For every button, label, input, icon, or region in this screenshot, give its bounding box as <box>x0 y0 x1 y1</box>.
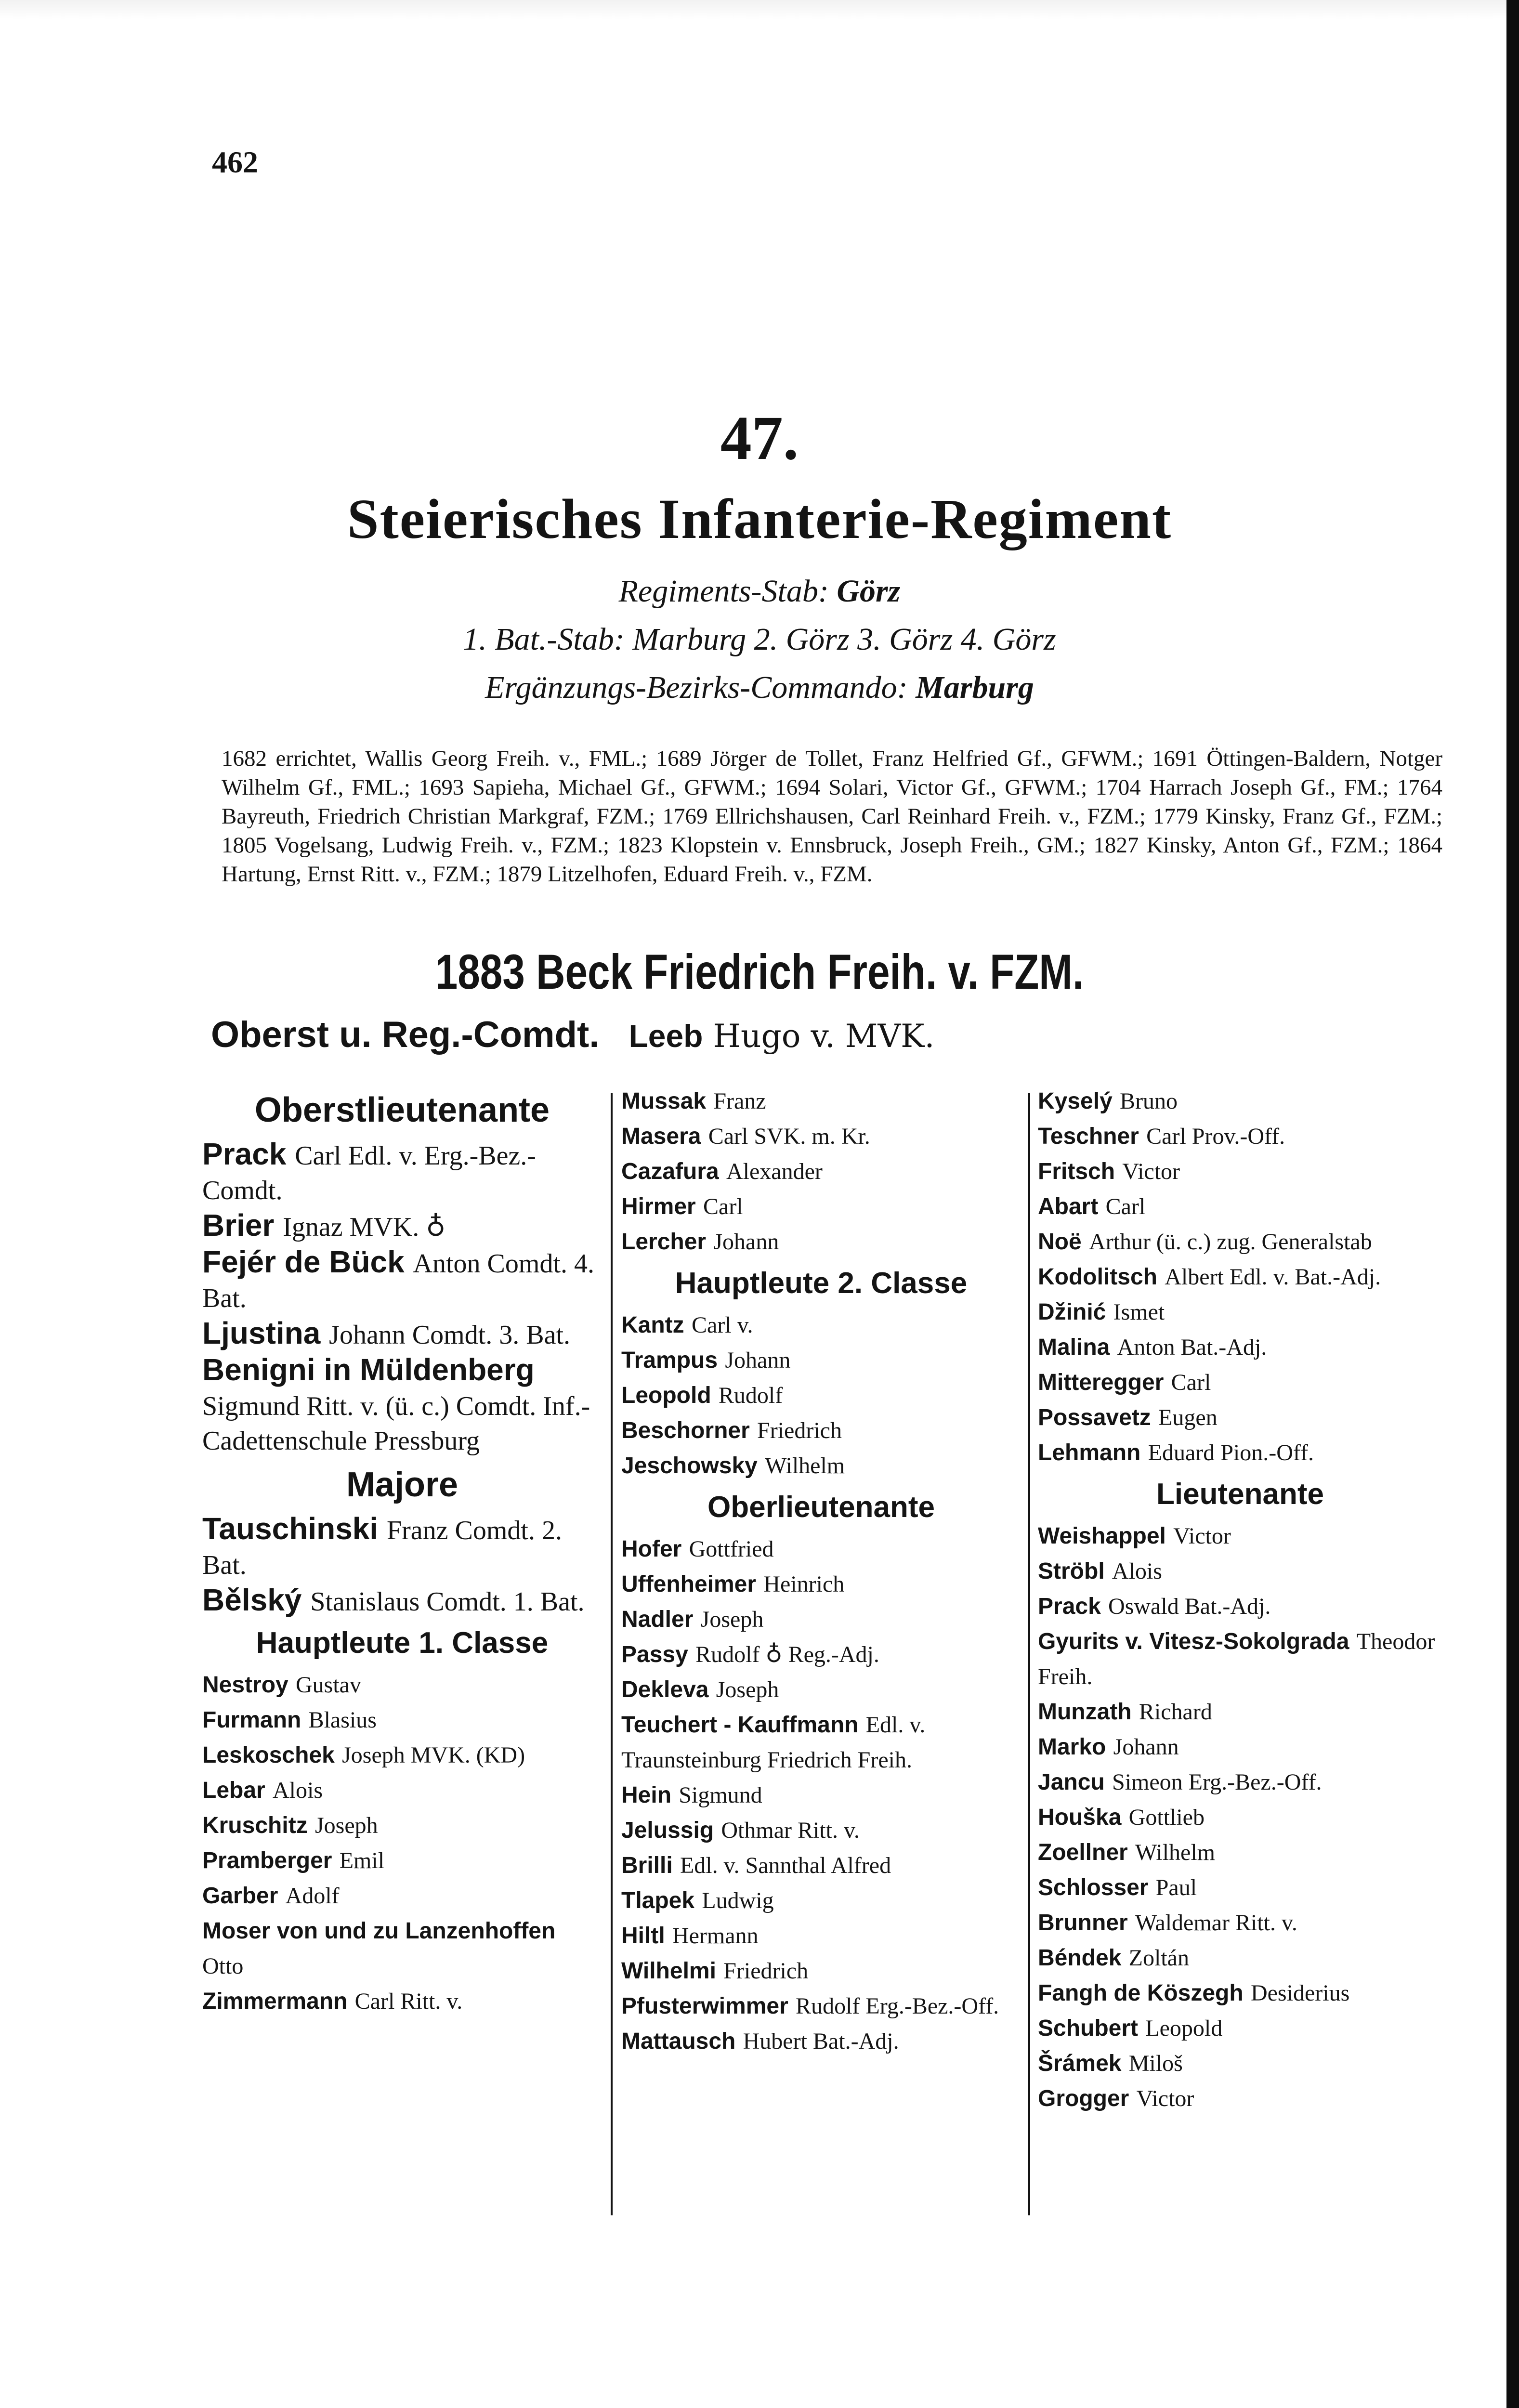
entry-details: Alois <box>272 1778 323 1803</box>
colonel-rank: Oberst u. Reg.-Comdt. <box>211 1014 600 1055</box>
list-item <box>202 1352 602 1458</box>
list-item <box>1038 1976 1442 2011</box>
list-item <box>202 1702 602 1738</box>
entry-surname: Šrámek <box>1038 2051 1122 2076</box>
regiment-owner: 1883 Beck Friedrich Freih. v. FZM. <box>435 944 1084 999</box>
ergaenzung-label: Ergänzungs-Bezirks-Commando: <box>485 670 908 705</box>
entry-surname: Kyselý <box>1038 1088 1113 1114</box>
entry-details: Gottfried <box>689 1536 774 1562</box>
entry-details: Wilhelm <box>765 1453 845 1479</box>
list-item <box>1038 1905 1442 1940</box>
entry-details: Gustav <box>296 1672 361 1698</box>
page-top-shading <box>0 0 1519 19</box>
heading-lieutenante: Lieutenante <box>1156 1478 1324 1511</box>
entry-surname: Munzath <box>1038 1699 1132 1725</box>
list-item <box>202 1667 602 1702</box>
entry-surname: Jelussig <box>621 1818 714 1843</box>
heading-hauptleute-2: Hauptleute 2. Classe <box>675 1267 968 1300</box>
entry-surname: Houška <box>1038 1805 1122 1830</box>
entry-surname: Weishappel <box>1038 1523 1166 1549</box>
entry-surname: Abart <box>1038 1194 1099 1219</box>
entry-details: Edl. v. Traunsteinburg Friedrich Freih. <box>621 1712 926 1773</box>
entry-details: Richard <box>1139 1699 1212 1725</box>
entry-details: Simeon Erg.-Bez.-Off. <box>1112 1769 1322 1795</box>
list-item <box>621 1848 1021 1883</box>
list-item <box>1038 1259 1442 1295</box>
entry-details: Victor <box>1136 2086 1194 2111</box>
entry-details: Carl SVK. m. Kr. <box>708 1124 870 1149</box>
entry-surname: Béndek <box>1038 1945 1122 1971</box>
heading-oberlieutenante: Oberlieutenante <box>707 1491 935 1524</box>
entry-surname: Moser von und zu Lanzenhoffen <box>202 1918 556 1944</box>
entry-surname: Hofer <box>621 1536 682 1562</box>
entry-surname: Benigni in Müldenberg <box>202 1352 535 1387</box>
entry-details: Franz <box>713 1088 766 1114</box>
entry-details: Carl <box>703 1194 743 1219</box>
entry-surname: Tlapek <box>621 1888 695 1913</box>
entry-details: Alexander <box>726 1159 823 1184</box>
entry-details: Hermann <box>672 1923 759 1949</box>
entry-surname: Leopold <box>621 1383 711 1408</box>
entry-surname: Fangh de Köszegh <box>1038 1980 1244 2006</box>
entry-details: Alois <box>1112 1558 1162 1584</box>
list-item <box>1038 1189 1442 1224</box>
list-item <box>1038 1835 1442 1870</box>
list-item <box>1038 1224 1442 1259</box>
entry-details: Gottlieb <box>1128 1805 1205 1830</box>
list-item <box>202 1878 602 1913</box>
list-item <box>621 1224 1021 1259</box>
entry-details: Johann <box>725 1348 791 1373</box>
list-item <box>202 1808 602 1843</box>
entry-surname: Gyurits v. Vitesz-Sokolgrada <box>1038 1629 1349 1654</box>
entry-surname: Teschner <box>1038 1124 1139 1149</box>
entry-surname: Tauschinski <box>202 1511 379 1546</box>
list-item <box>621 1308 1021 1343</box>
list-item <box>1038 1800 1442 1835</box>
entry-details: Friedrich <box>723 1958 809 1984</box>
entry-details: Johann <box>1113 1734 1179 1760</box>
entry-surname: Wilhelmi <box>621 1958 716 1984</box>
list-item <box>621 1189 1021 1224</box>
entry-details: Eduard Pion.-Off. <box>1148 1440 1314 1466</box>
entry-details: Edl. v. Sannthal Alfred <box>680 1853 891 1878</box>
scan-right-edge <box>1506 0 1519 2408</box>
entry-surname: Kruschitz <box>202 1813 308 1838</box>
list-item <box>1038 1435 1442 1470</box>
entry-details: Anton Comdt. 4. Bat. <box>202 1249 594 1313</box>
list-item <box>621 1119 1021 1154</box>
entry-details: Carl v. <box>691 1312 753 1338</box>
column-divider-left <box>611 1093 613 2215</box>
entry-details: Bruno <box>1120 1088 1178 1114</box>
entry-surname: Ströbl <box>1038 1558 1105 1584</box>
list-item <box>1038 1940 1442 1976</box>
entry-surname: Prack <box>1038 1594 1101 1619</box>
entry-details: Blasius <box>308 1707 377 1733</box>
entry-surname: Lebar <box>202 1778 265 1803</box>
entry-surname: Mussak <box>621 1088 707 1114</box>
list-item <box>1038 1084 1442 1119</box>
entry-surname: Lehmann <box>1038 1440 1141 1466</box>
entry-surname: Trampus <box>621 1348 718 1373</box>
entry-surname: Prack <box>202 1137 287 1171</box>
entry-surname: Hiltl <box>621 1923 665 1949</box>
regiments-stab-line <box>0 573 1519 610</box>
colonel-details: Hugo v. MVK. <box>713 1018 935 1055</box>
regiment-history: 1682 errichtet, Wallis Georg Freih. v., FML.; 1689 Jörger de Tollet, Franz Helfried Gf., GFWM.; 1691 Öttingen-Baldern, Notger Wilhelm Gf., FML.; 1693 Sapieha, Michael Gf., GFWM.; 1694 Solari, Victor Gf., GFWM.; 1704 Harrach Joseph Gf., FM.; 1764 Bayreuth, Friedrich Christian Markgraf, FZM.; 1769 Ellrichshausen, Carl Reinhard Freih. v., FZM.; 1779 Kinsky, Franz Gf., FZM.; 1805 Vogelsang, Ludwig Freih. v., FZM.; 1823 Klopstein v. Ennsbruck, Joseph Freih., GM.; 1827 Kinsky, Anton Gf., FZM.; 1864 Hartung, Ernst Ritt. v., FZM.; 1879 Litzelhofen, Eduard Freih. v., FZM. <box>222 746 1442 887</box>
entry-details: Othmar Ritt. v. <box>721 1818 860 1843</box>
entry-surname: Noë <box>1038 1229 1082 1255</box>
list-item <box>621 1813 1021 1848</box>
list-item <box>1038 2081 1442 2116</box>
entry-details: Franz Comdt. 2. Bat. <box>202 1516 562 1580</box>
entry-details: Oswald Bat.-Adj. <box>1108 1594 1271 1619</box>
entry-details: Wilhelm <box>1135 1840 1215 1865</box>
entry-details: Joseph MVK. (KD) <box>342 1742 525 1768</box>
list-item <box>202 1913 602 1984</box>
entry-details: Carl Ritt. v. <box>354 1989 463 2014</box>
entry-details: Ludwig <box>702 1888 774 1913</box>
entry-surname: Zimmermann <box>202 1989 348 2014</box>
entry-surname: Jancu <box>1038 1769 1105 1795</box>
list-item <box>202 1137 602 1208</box>
entry-details: Johann <box>713 1229 779 1255</box>
entry-details: Eugen <box>1158 1405 1218 1430</box>
entry-details: Hubert Bat.-Adj. <box>743 2028 899 2054</box>
list-item <box>621 1567 1021 1602</box>
list-item <box>621 1672 1021 1707</box>
list-item <box>621 1448 1021 1483</box>
entry-surname: Džinić <box>1038 1299 1106 1325</box>
list-item <box>1038 1554 1442 1589</box>
ergaenzung-line <box>0 669 1519 706</box>
entry-surname: Fritsch <box>1038 1159 1115 1184</box>
heading-majore: Majore <box>346 1466 458 1504</box>
list-item <box>1038 1729 1442 1765</box>
entry-surname: Brier <box>202 1208 275 1243</box>
regiment-number: 47. <box>720 404 799 473</box>
entry-surname: Grogger <box>1038 2086 1129 2111</box>
oberstlieutenante-list <box>202 1137 602 1458</box>
list-item <box>202 1583 602 1619</box>
list-item <box>1038 1518 1442 1554</box>
entry-surname: Bělský <box>202 1583 302 1617</box>
entry-details: Sigmund <box>679 1782 762 1808</box>
entry-details: Anton Bat.-Adj. <box>1117 1335 1267 1360</box>
regiment-title: Steierisches Infanterie-Regiment <box>347 487 1172 550</box>
list-item <box>202 1316 602 1352</box>
entry-details: Carl <box>1105 1194 1146 1219</box>
list-item <box>202 1738 602 1773</box>
colonel-line <box>211 1014 934 1056</box>
entry-surname: Ljustina <box>202 1316 321 1350</box>
entry-surname: Kantz <box>621 1312 684 1338</box>
entry-details: Joseph <box>700 1607 764 1632</box>
entry-surname: Schlosser <box>1038 1875 1149 1900</box>
entry-surname: Lercher <box>621 1229 707 1255</box>
entry-details: Desiderius <box>1250 1980 1350 2006</box>
entry-details: Ignaz MVK. ♁ <box>283 1212 446 1242</box>
list-item <box>202 1843 602 1878</box>
entry-details: Carl <box>1171 1370 1211 1395</box>
page-number: 462 <box>212 145 258 179</box>
entry-details: Otto <box>202 1953 244 1979</box>
entry-surname: Teuchert - Kauffmann <box>621 1712 859 1738</box>
column-2 <box>621 1084 1021 2059</box>
list-item <box>202 1244 602 1316</box>
entry-details: Leopold <box>1145 2015 1223 2041</box>
list-item <box>1038 1119 1442 1154</box>
entry-surname: Brilli <box>621 1853 673 1878</box>
majore-list <box>202 1511 602 1619</box>
entry-details: Johann Comdt. 3. Bat. <box>329 1320 571 1350</box>
list-item <box>1038 1870 1442 1905</box>
list-item <box>1038 1589 1442 1624</box>
list-item <box>621 1637 1021 1672</box>
list-item <box>621 1883 1021 1918</box>
entry-surname: Furmann <box>202 1707 301 1733</box>
list-item <box>621 1953 1021 1989</box>
list-item <box>621 1531 1021 1567</box>
list-item <box>621 1154 1021 1189</box>
entry-surname: Leskoschek <box>202 1742 335 1768</box>
column-3 <box>1038 1084 1442 2116</box>
entry-surname: Marko <box>1038 1734 1106 1760</box>
list-item <box>1038 1154 1442 1189</box>
entry-surname: Brunner <box>1038 1910 1128 1936</box>
entry-details: Carl Prov.-Off. <box>1146 1124 1285 1149</box>
entry-surname: Pramberger <box>202 1848 332 1873</box>
entry-surname: Zoellner <box>1038 1840 1128 1865</box>
entry-details: Joseph <box>314 1813 378 1838</box>
list-item <box>202 1984 602 2019</box>
entry-details: Waldemar Ritt. v. <box>1135 1910 1297 1936</box>
entry-details: Joseph <box>716 1677 779 1702</box>
entry-details: Rudolf <box>718 1383 783 1408</box>
entry-surname: Masera <box>621 1124 701 1149</box>
entry-surname: Schubert <box>1038 2015 1139 2041</box>
list-item <box>621 1084 1021 1119</box>
list-item <box>621 1707 1021 1778</box>
entry-details: Sigmund Ritt. v. (ü. c.) Comdt. Inf.-Cadettenschule Pressburg <box>202 1391 590 1456</box>
entry-details: Friedrich <box>757 1418 842 1443</box>
list-item <box>202 1208 602 1244</box>
entry-surname: Passy <box>621 1642 688 1667</box>
entry-details: Adolf <box>285 1883 340 1909</box>
entry-surname: Beschorner <box>621 1418 750 1443</box>
entry-surname: Hein <box>621 1782 672 1808</box>
entry-surname: Mitteregger <box>1038 1370 1164 1395</box>
list-item <box>1038 2011 1442 2046</box>
list-item <box>621 1602 1021 1637</box>
list-item <box>621 1413 1021 1448</box>
regiments-stab-label: Regiments-Stab: <box>618 574 829 609</box>
list-item <box>1038 1365 1442 1400</box>
entry-details: Albert Edl. v. Bat.-Adj. <box>1165 1264 1381 1290</box>
list-item <box>621 2024 1021 2059</box>
entry-surname: Hirmer <box>621 1194 696 1219</box>
entry-details: Arthur (ü. c.) zug. Generalstab <box>1088 1229 1372 1255</box>
entry-details: Ismet <box>1113 1299 1165 1325</box>
entry-surname: Pfusterwimmer <box>621 1993 788 2019</box>
entry-details: Zoltán <box>1128 1945 1189 1971</box>
list-item <box>621 1778 1021 1813</box>
entry-details: Theodor Freih. <box>1038 1629 1435 1689</box>
entry-surname: Dekleva <box>621 1677 709 1702</box>
list-item <box>621 1918 1021 1953</box>
entry-details: Carl Edl. v. Erg.-Bez.-Comdt. <box>202 1141 536 1205</box>
entry-details: Victor <box>1173 1523 1231 1549</box>
regiments-stab-value: Görz <box>837 574 901 609</box>
column-1 <box>202 1084 602 2019</box>
entry-details: Emil <box>339 1848 385 1873</box>
list-item <box>202 1511 602 1583</box>
entry-details: Rudolf Erg.-Bez.-Off. <box>796 1993 999 2019</box>
entry-surname: Fejér de Bück <box>202 1244 405 1279</box>
entry-details: Heinrich <box>763 1571 845 1597</box>
entry-surname: Malina <box>1038 1335 1110 1360</box>
entry-surname: Nadler <box>621 1607 694 1632</box>
list-item <box>621 1378 1021 1413</box>
list-item <box>1038 1295 1442 1330</box>
entry-details: Miloš <box>1128 2051 1183 2076</box>
entry-surname: Kodolitsch <box>1038 1264 1157 1290</box>
list-item <box>1038 1400 1442 1435</box>
list-item <box>202 1773 602 1808</box>
entry-surname: Garber <box>202 1883 278 1909</box>
list-item <box>621 1343 1021 1378</box>
entry-surname: Possavetz <box>1038 1405 1151 1430</box>
entry-surname: Uffenheimer <box>621 1571 757 1597</box>
list-item <box>1038 1624 1442 1694</box>
ergaenzung-value: Marburg <box>916 670 1034 705</box>
list-item <box>1038 1694 1442 1729</box>
colonel-surname: Leeb <box>629 1018 703 1054</box>
entry-surname: Mattausch <box>621 2028 736 2054</box>
list-item <box>1038 1765 1442 1800</box>
entry-details: Stanislaus Comdt. 1. Bat. <box>310 1587 585 1617</box>
heading-oberstlieutenante: Oberstlieutenante <box>254 1091 550 1129</box>
list-item <box>1038 1330 1442 1365</box>
entry-surname: Jeschowsky <box>621 1453 758 1479</box>
entry-details: Paul <box>1155 1875 1197 1900</box>
entry-details: Victor <box>1122 1159 1180 1184</box>
battalion-staff-line: 1. Bat.-Stab: Marburg 2. Görz 3. Görz 4. Görz <box>463 622 1056 657</box>
list-item <box>1038 2046 1442 2081</box>
entry-surname: Cazafura <box>621 1159 719 1184</box>
heading-hauptleute-1: Hauptleute 1. Classe <box>256 1626 549 1660</box>
column-divider-right <box>1028 1093 1030 2215</box>
list-item <box>621 1989 1021 2024</box>
entry-surname: Nestroy <box>202 1672 288 1698</box>
entry-details: Rudolf ♁ Reg.-Adj. <box>695 1642 879 1667</box>
